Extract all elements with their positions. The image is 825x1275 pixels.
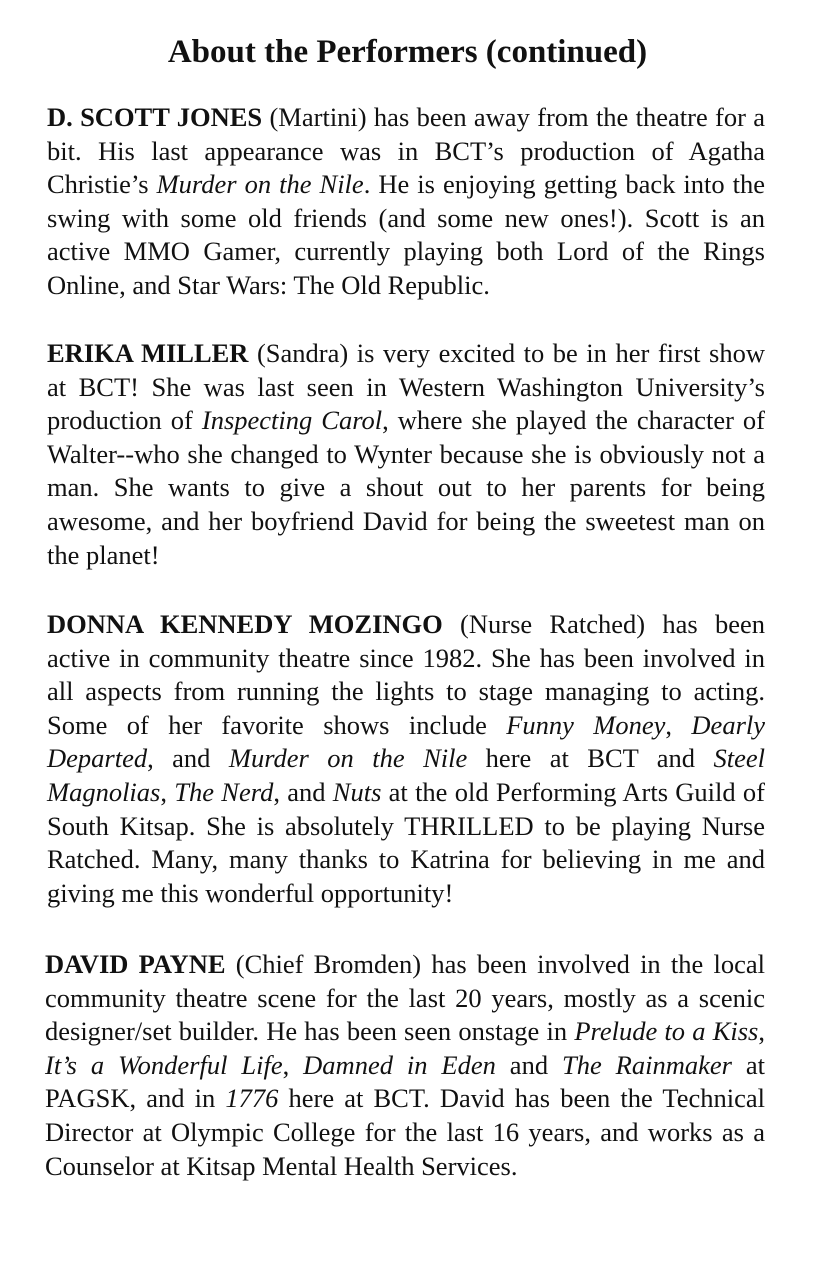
bio-text: ,	[282, 1049, 304, 1080]
bio-text: (Nurse Ratched) has been active in community theatre since 1982. She has been involved in all aspects from running the lights to stage managing to acting. Some of her favorite shows include	[47, 609, 765, 740]
bio-text: ,	[160, 776, 175, 807]
bio-text: , and	[273, 776, 333, 807]
show-title: Prelude to a Kiss	[574, 1016, 759, 1047]
show-title: The Nerd	[174, 776, 274, 807]
page-title: About the Performers (continued)	[167, 34, 648, 70]
bio-text: (Chief Bromden) has been involved in the local community theatre scene for the last 20 years, mostly as a scenic designer/set builder. He has been seen onstage in	[45, 949, 765, 1047]
performer-name: D. SCOTT JONES	[47, 102, 263, 132]
show-title: Inspecting Carol	[201, 405, 383, 436]
performer-name: DONNA KENNEDY MOZINGO	[47, 609, 443, 639]
show-title: Damned in Eden	[303, 1049, 496, 1080]
bio-text: and	[495, 1049, 562, 1080]
bio-text: at the old Performing Arts Guild of South Kitsap. She is absolutely THRILLED to be playing Nurse Ratched. Many, many thanks to Katrina for believing in me and giving me this wonderful opportunity!	[47, 776, 765, 908]
performer-bio	[47, 337, 765, 572]
show-title: It’s a Wonderful Life	[45, 1049, 283, 1080]
show-title: The Rainmaker	[562, 1049, 732, 1080]
show-title: Nuts	[332, 776, 382, 807]
bio-text: ,	[758, 1016, 765, 1047]
show-title: 1776	[225, 1083, 279, 1114]
show-title: Dearly Departed	[47, 709, 766, 774]
show-title: Murder on the Nile	[156, 169, 364, 200]
performer-name: ERIKA MILLER	[47, 338, 249, 368]
performer-bio	[47, 101, 765, 303]
bio-text: (Martini) has been away from the theatre for a bit. His last appearance was in BCT’s production of Agatha Christie’s	[47, 102, 766, 200]
bio-text: here at BCT and	[467, 743, 714, 774]
bio-text: (Sandra) is very excited to be in her first show at BCT! She was last seen in Western Washington University’s production of	[47, 338, 765, 436]
bio-text: here at BCT. David has been the Technical Director at Olympic College for the last 16 years, and works as a Counselor at Kitsap Mental Health Services.	[45, 1083, 765, 1181]
performer-bio	[47, 608, 765, 910]
show-title: Funny Money	[506, 709, 666, 740]
performer-bio	[45, 948, 765, 1183]
show-title: Steel Magnolias	[47, 743, 766, 807]
performer-name: DAVID PAYNE	[45, 949, 226, 979]
bio-text: , where she played the character of Walter--who she changed to Wynter because she is obviously not a man. She wants to give a shout out to her parents for being awesome, and her boyfriend David for being the sweetest man on the planet!	[47, 405, 765, 570]
show-title: Murder on the Nile	[228, 743, 468, 774]
bio-text: , and	[147, 743, 229, 774]
bio-text: . He is enjoying getting back into the swing with some old friends (and some new ones!). Scott is an active MMO Gamer, currently playing both Lord of the Rings Online, and Star Wars: The Old Republic.	[47, 169, 765, 300]
bio-text: ,	[665, 709, 692, 740]
bio-text: at PAGSK, and in	[45, 1049, 766, 1114]
